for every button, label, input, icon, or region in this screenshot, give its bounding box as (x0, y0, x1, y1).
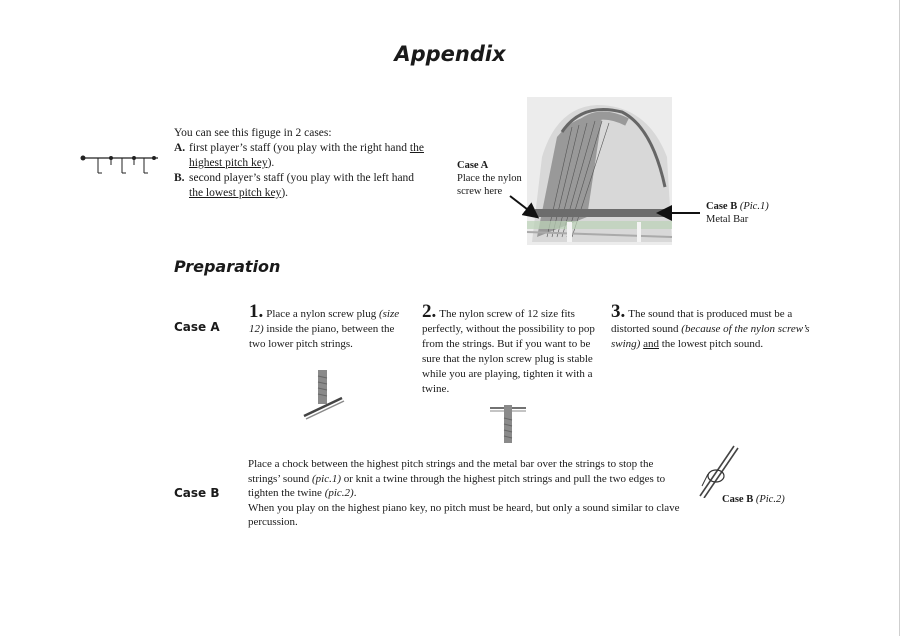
intro-lead: You can see this figuge in 2 cases: (174, 127, 332, 139)
intro-item-a-label: A. (174, 142, 186, 154)
case-b-note: When you play on the highest piano key, no pitch must be heard, but only a sound similar to clave percussion. (248, 501, 680, 528)
intro-item-a-key: the highest pitch key (189, 142, 424, 169)
staff-figure (78, 148, 158, 178)
screw-twine-figure (488, 402, 528, 448)
case-a-row-label: Case A (174, 320, 220, 334)
page-title: Appendix (394, 42, 506, 66)
intro-item-b-text: second player’s staff (you play with the left hand (189, 172, 415, 184)
intro-text (174, 126, 424, 201)
step-3: 3. The sound that is produced must be a distorted sound (because of the nylon screw’s swing) and the lowest pitch sound. (611, 301, 810, 350)
piano-interior-photo (527, 97, 672, 245)
case-b-row-label: Case B (174, 486, 220, 500)
case-b-instructions: Place a chock between the highest pitch strings and the metal bar over the strings to stop the strings’ sound (pic.1) or knit a twine through the highest pitch strings and pull the two edges to tighten the twine (pic.2). When you play on the highest piano key, no pitch must be heard, but only a sound similar to clave percussion. (248, 458, 680, 528)
preparation-heading: Preparation (174, 257, 281, 276)
intro-item-b-key: the lowest pitch key (189, 187, 282, 199)
intro-item-a: A. first player’s staff (you play with the right hand the highest pitch key). (174, 142, 424, 169)
diagram-case-a-label: Case A Place the nylon screw here (457, 160, 522, 197)
intro-item-b-label: B. (174, 172, 185, 184)
case-b-figure-label: Case B (Pic.2) (722, 494, 785, 505)
screw-plug-figure (300, 368, 346, 422)
intro-item-a-text: first player’s staff (you play with the right hand (189, 142, 410, 154)
twine-strings-figure (694, 444, 742, 498)
step-1: 1. Place a nylon screw plug (size 12) inside the piano, between the two lower pitch strings. (249, 301, 400, 350)
step-2: 2. The nylon screw of 12 size fits perfectly, without the possibility to pop from the strings. But if you want to be sure that the nylon screw plug is stable while you are playing, tighten it with a twine. (422, 301, 595, 395)
intro-item-b: B. second player’s staff (you play with the left hand the lowest pitch key). (174, 172, 415, 199)
diagram-case-b-label: Case B (Pic.1) Metal Bar (706, 201, 769, 225)
